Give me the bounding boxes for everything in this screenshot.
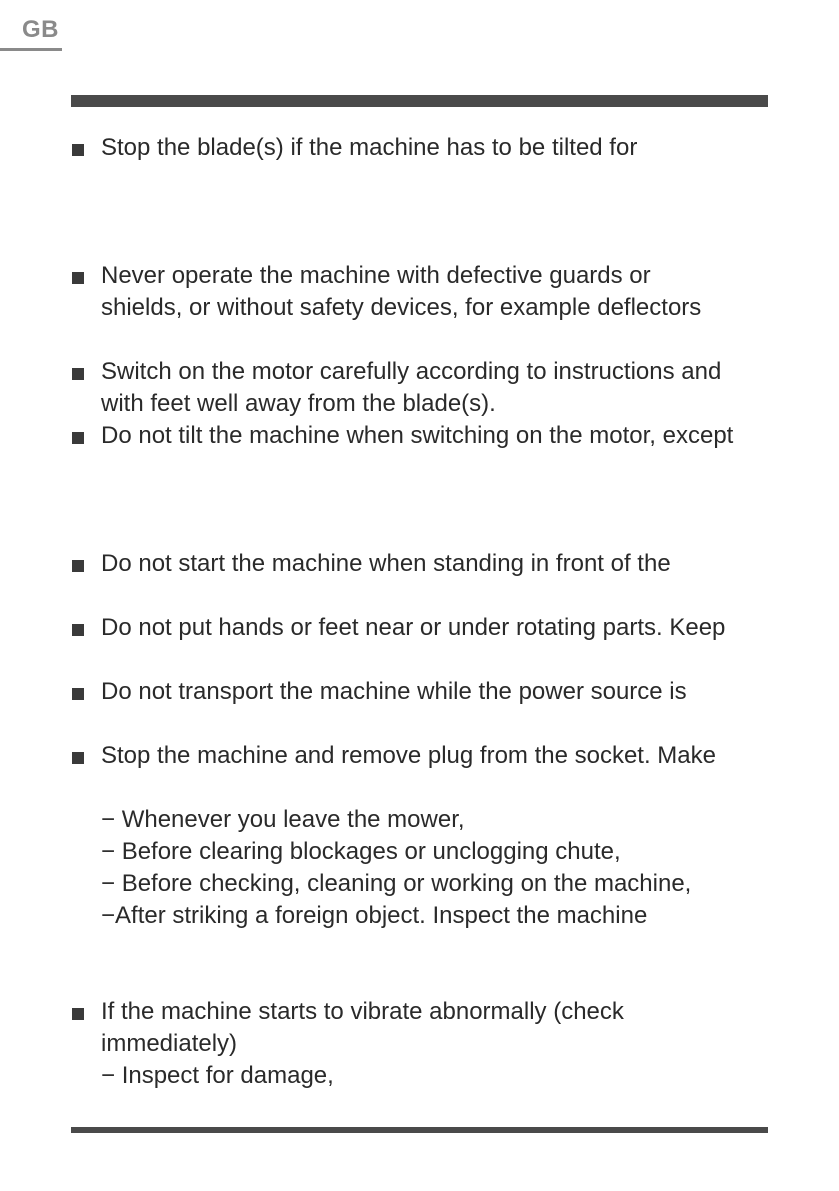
- sub-item-text: Before clearing blockages or unclogging chute,: [121, 838, 621, 865]
- dash-marker: −: [101, 1062, 116, 1089]
- bullet-text-continued: shields, or without safety devices, for example deflectors: [101, 294, 702, 321]
- bullet-text: If the machine starts to vibrate abnormally (check: [101, 998, 624, 1025]
- sub-item-text: Before checking, cleaning or working on the machine,: [121, 870, 692, 897]
- bullet-marker: [72, 368, 84, 380]
- dash-marker: −: [101, 838, 116, 865]
- dash-marker: −: [101, 806, 116, 833]
- bullet-marker: [72, 688, 84, 700]
- bullet-text-continued: immediately): [101, 1030, 238, 1057]
- bullet-marker: [72, 272, 84, 284]
- sub-item: [101, 838, 621, 866]
- dash-marker: −: [101, 902, 116, 929]
- bullet-text: Do not tilt the machine when switching on the motor, except: [101, 422, 734, 449]
- sub-item-text: After striking a foreign object. Inspect the machine: [115, 902, 648, 929]
- bullet-marker: [72, 752, 84, 764]
- sub-item: [101, 806, 465, 834]
- language-code: GB: [22, 16, 59, 43]
- language-tag-underline: [0, 48, 62, 51]
- bullet-text: Do not transport the machine while the power source is: [101, 678, 687, 705]
- bullet-text: Stop the machine and remove plug from the socket. Make: [101, 742, 716, 769]
- dash-marker: −: [101, 870, 116, 897]
- bullet-text: Never operate the machine with defective guards or: [101, 262, 651, 289]
- sub-item-text: Inspect for damage,: [121, 1062, 334, 1089]
- bullet-marker: [72, 560, 84, 572]
- section-bottom-rule: [71, 1127, 768, 1133]
- section-top-rule: [71, 95, 768, 107]
- sub-item-text: Whenever you leave the mower,: [121, 806, 465, 833]
- sub-item: [101, 1062, 334, 1090]
- bullet-text: Stop the blade(s) if the machine has to be tilted for: [101, 134, 638, 161]
- bullet-marker: [72, 1008, 84, 1020]
- sub-item: [101, 902, 647, 930]
- bullet-marker: [72, 624, 84, 636]
- language-tag: [0, 14, 62, 52]
- bullet-text-continued: with feet well away from the blade(s).: [101, 390, 496, 417]
- bullet-text: Do not put hands or feet near or under rotating parts. Keep: [101, 614, 726, 641]
- bullet-marker: [72, 432, 84, 444]
- sub-item: [101, 870, 691, 898]
- bullet-text: Switch on the motor carefully according to instructions and: [101, 358, 722, 385]
- bullet-marker: [72, 144, 84, 156]
- bullet-text: Do not start the machine when standing in front of the: [101, 550, 671, 577]
